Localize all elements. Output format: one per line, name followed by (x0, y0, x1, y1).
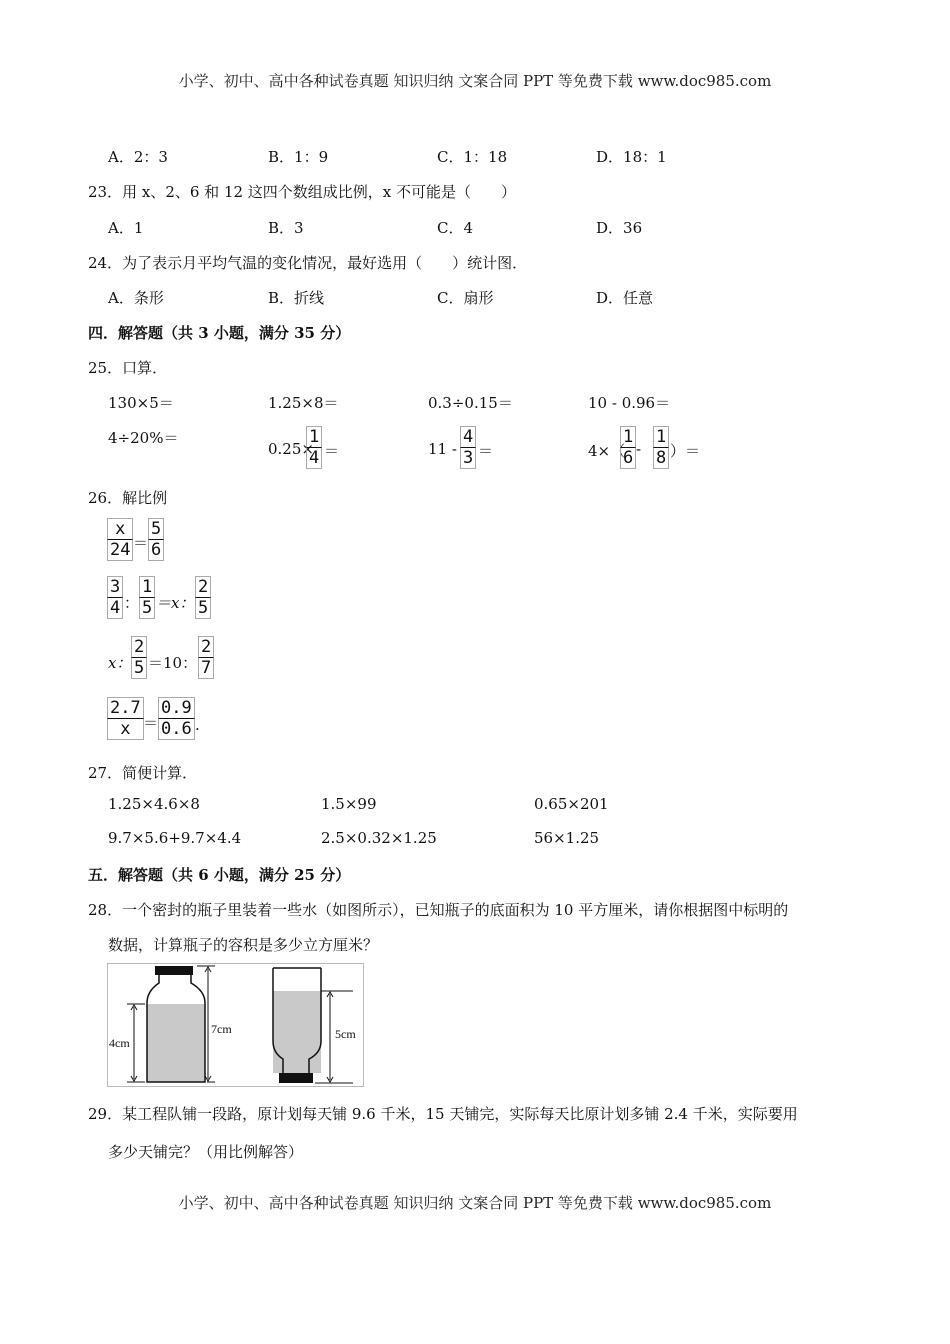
q26-eq2-fraction-c (195, 576, 211, 619)
fraction-numerator: 3 (107, 576, 123, 597)
q25-item-2: 1.25×8＝ (268, 394, 339, 412)
fraction-denominator: 4 (107, 597, 123, 619)
fraction-denominator: 6 (620, 447, 636, 469)
q26-eq3-middle: ＝10： (148, 654, 198, 672)
q25-item-7-suffix: ＝ (478, 442, 494, 460)
q27-item-2: 1.5×99 (321, 795, 377, 813)
q26-eq3-prefix: x： (108, 654, 132, 672)
fraction-denominator: 5 (139, 597, 155, 619)
fraction-numerator: x (107, 518, 133, 539)
fraction-denominator: 6 (148, 539, 164, 561)
q25-item-6-suffix: ＝ (324, 442, 340, 460)
q27-item-3: 0.65×201 (534, 795, 609, 813)
bottle-figure (107, 963, 365, 1088)
q25-item-8-fraction-2 (653, 426, 669, 469)
bottle-cap-top (155, 966, 193, 975)
q25-item-1: 130×5＝ (108, 394, 174, 412)
q25-item-6-fraction (306, 426, 322, 469)
fraction-denominator: 8 (653, 447, 669, 469)
fraction-numerator: 1 (653, 426, 669, 447)
fraction-numerator: 2 (131, 636, 147, 657)
q25-item-8-suffix: ）＝ (670, 442, 701, 460)
q25-item-4: 10 - 0.96＝ (588, 394, 671, 412)
section4-title: 四．解答题（共 3 小题，满分 35 分） (88, 324, 351, 342)
q24-option-c: C．扇形 (437, 289, 494, 307)
water-fill-upright (147, 1004, 205, 1082)
q25-item-3: 0.3÷0.15＝ (428, 394, 513, 412)
q26-eq3-fraction-a (131, 636, 147, 679)
q26-eq2-middle: ＝x： (156, 594, 195, 612)
q25-item-6-prefix: 0.25× (268, 440, 314, 458)
label-7cm: 7cm (211, 1022, 232, 1036)
q27-item-6: 56×1.25 (534, 829, 600, 847)
q26-eq4-period: . (195, 716, 200, 734)
q27-stem: 27．简便计算． (88, 764, 198, 782)
q28-line-2: 数据，计算瓶子的容积是多少立方厘米？ (108, 936, 379, 954)
q22-option-b: B．1：9 (268, 148, 329, 166)
q23-option-a: A．1 (108, 219, 144, 237)
q28-line-1: 28．一个密封的瓶子里装着一些水（如图所示），已知瓶子的底面积为 10 平方厘米，请你根据图中标明的 (88, 901, 789, 919)
fraction-numerator: 2.7 (107, 697, 144, 718)
q22-option-c: C．1：18 (437, 148, 508, 166)
q25-item-7-fraction (460, 426, 476, 469)
q25-item-5: 4÷20%＝ (108, 429, 179, 447)
fraction-numerator: 0.9 (158, 697, 195, 718)
q26-eq2-colon: ： (124, 594, 140, 612)
bottle-cap-bottom (279, 1073, 313, 1083)
q23-option-d: D．36 (596, 219, 643, 237)
fraction-numerator: 4 (460, 426, 476, 447)
label-4cm: 4cm (109, 1036, 130, 1050)
q22-option-a: A．2：3 (108, 148, 168, 166)
q24-option-a: A．条形 (108, 289, 164, 307)
fraction-numerator: 5 (148, 518, 164, 539)
q26-stem: 26．解比例 (88, 489, 168, 507)
q23-stem: 23．用 x、2、6 和 12 这四个数组成比例，x 不可能是（ ） (88, 183, 517, 201)
q26-eq4-fraction-b (158, 697, 195, 740)
q25-item-8-fraction-1 (620, 426, 636, 469)
page-header: 小学、初中、高中各种试卷真题 知识归纳 文案合同 PPT 等免费下载 www.doc985.com (178, 72, 772, 90)
fraction-denominator: 7 (198, 657, 214, 679)
q26-eq4-equals: ＝ (143, 714, 159, 732)
page-footer: 小学、初中、高中各种试卷真题 知识归纳 文案合同 PPT 等免费下载 www.doc985.com (178, 1194, 772, 1212)
q27-item-5: 2.5×0.32×1.25 (321, 829, 437, 847)
q29-line-2: 多少天铺完？（用比例解答） (108, 1143, 304, 1161)
fraction-denominator: 5 (131, 657, 147, 679)
fraction-denominator: 3 (460, 447, 476, 469)
water-fill-inverted (273, 991, 321, 1073)
fraction-denominator: 4 (306, 447, 322, 469)
q26-eq1-fraction-b (148, 518, 164, 561)
fraction-denominator: 24 (107, 539, 133, 561)
q27-item-4: 9.7×5.6+9.7×4.4 (108, 829, 242, 847)
q23-option-c: C．4 (437, 219, 474, 237)
fraction-denominator: 5 (195, 597, 211, 619)
q26-eq2-fraction-b (139, 576, 155, 619)
fraction-numerator: 1 (139, 576, 155, 597)
q25-item-7-prefix: 11 - (428, 440, 457, 458)
q25-item-8-prefix: 4×（ (588, 442, 626, 460)
q24-stem: 24．为了表示月平均气温的变化情况，最好选用（ ）统计图． (88, 254, 528, 272)
q24-option-b: B．折线 (268, 289, 325, 307)
q25-item-8-minus: - (636, 440, 642, 458)
q25-stem: 25．口算． (88, 359, 168, 377)
q26-eq2-fraction-a (107, 576, 123, 619)
q22-option-d: D．18：1 (596, 148, 667, 166)
figure-border (108, 964, 364, 1087)
q26-eq1-fraction-a (107, 518, 133, 561)
q27-item-1: 1.25×4.6×8 (108, 795, 200, 813)
q24-option-d: D．任意 (596, 289, 654, 307)
section5-title: 五．解答题（共 6 小题，满分 25 分） (88, 866, 351, 884)
fraction-numerator: 1 (306, 426, 322, 447)
fraction-denominator: x (107, 718, 144, 740)
fraction-numerator: 1 (620, 426, 636, 447)
fraction-numerator: 2 (198, 636, 214, 657)
q26-eq1-equals: ＝ (133, 534, 149, 552)
q26-eq4-fraction-a (107, 697, 144, 740)
label-5cm: 5cm (335, 1027, 356, 1041)
q23-option-b: B．3 (268, 219, 304, 237)
fraction-numerator: 2 (195, 576, 211, 597)
q29-line-1: 29．某工程队铺一段路，原计划每天铺 9.6 千米，15 天铺完，实际每天比原计划多铺 2.4 千米，实际要用 (88, 1105, 798, 1123)
fraction-denominator: 0.6 (158, 718, 195, 740)
q26-eq3-fraction-b (198, 636, 214, 679)
